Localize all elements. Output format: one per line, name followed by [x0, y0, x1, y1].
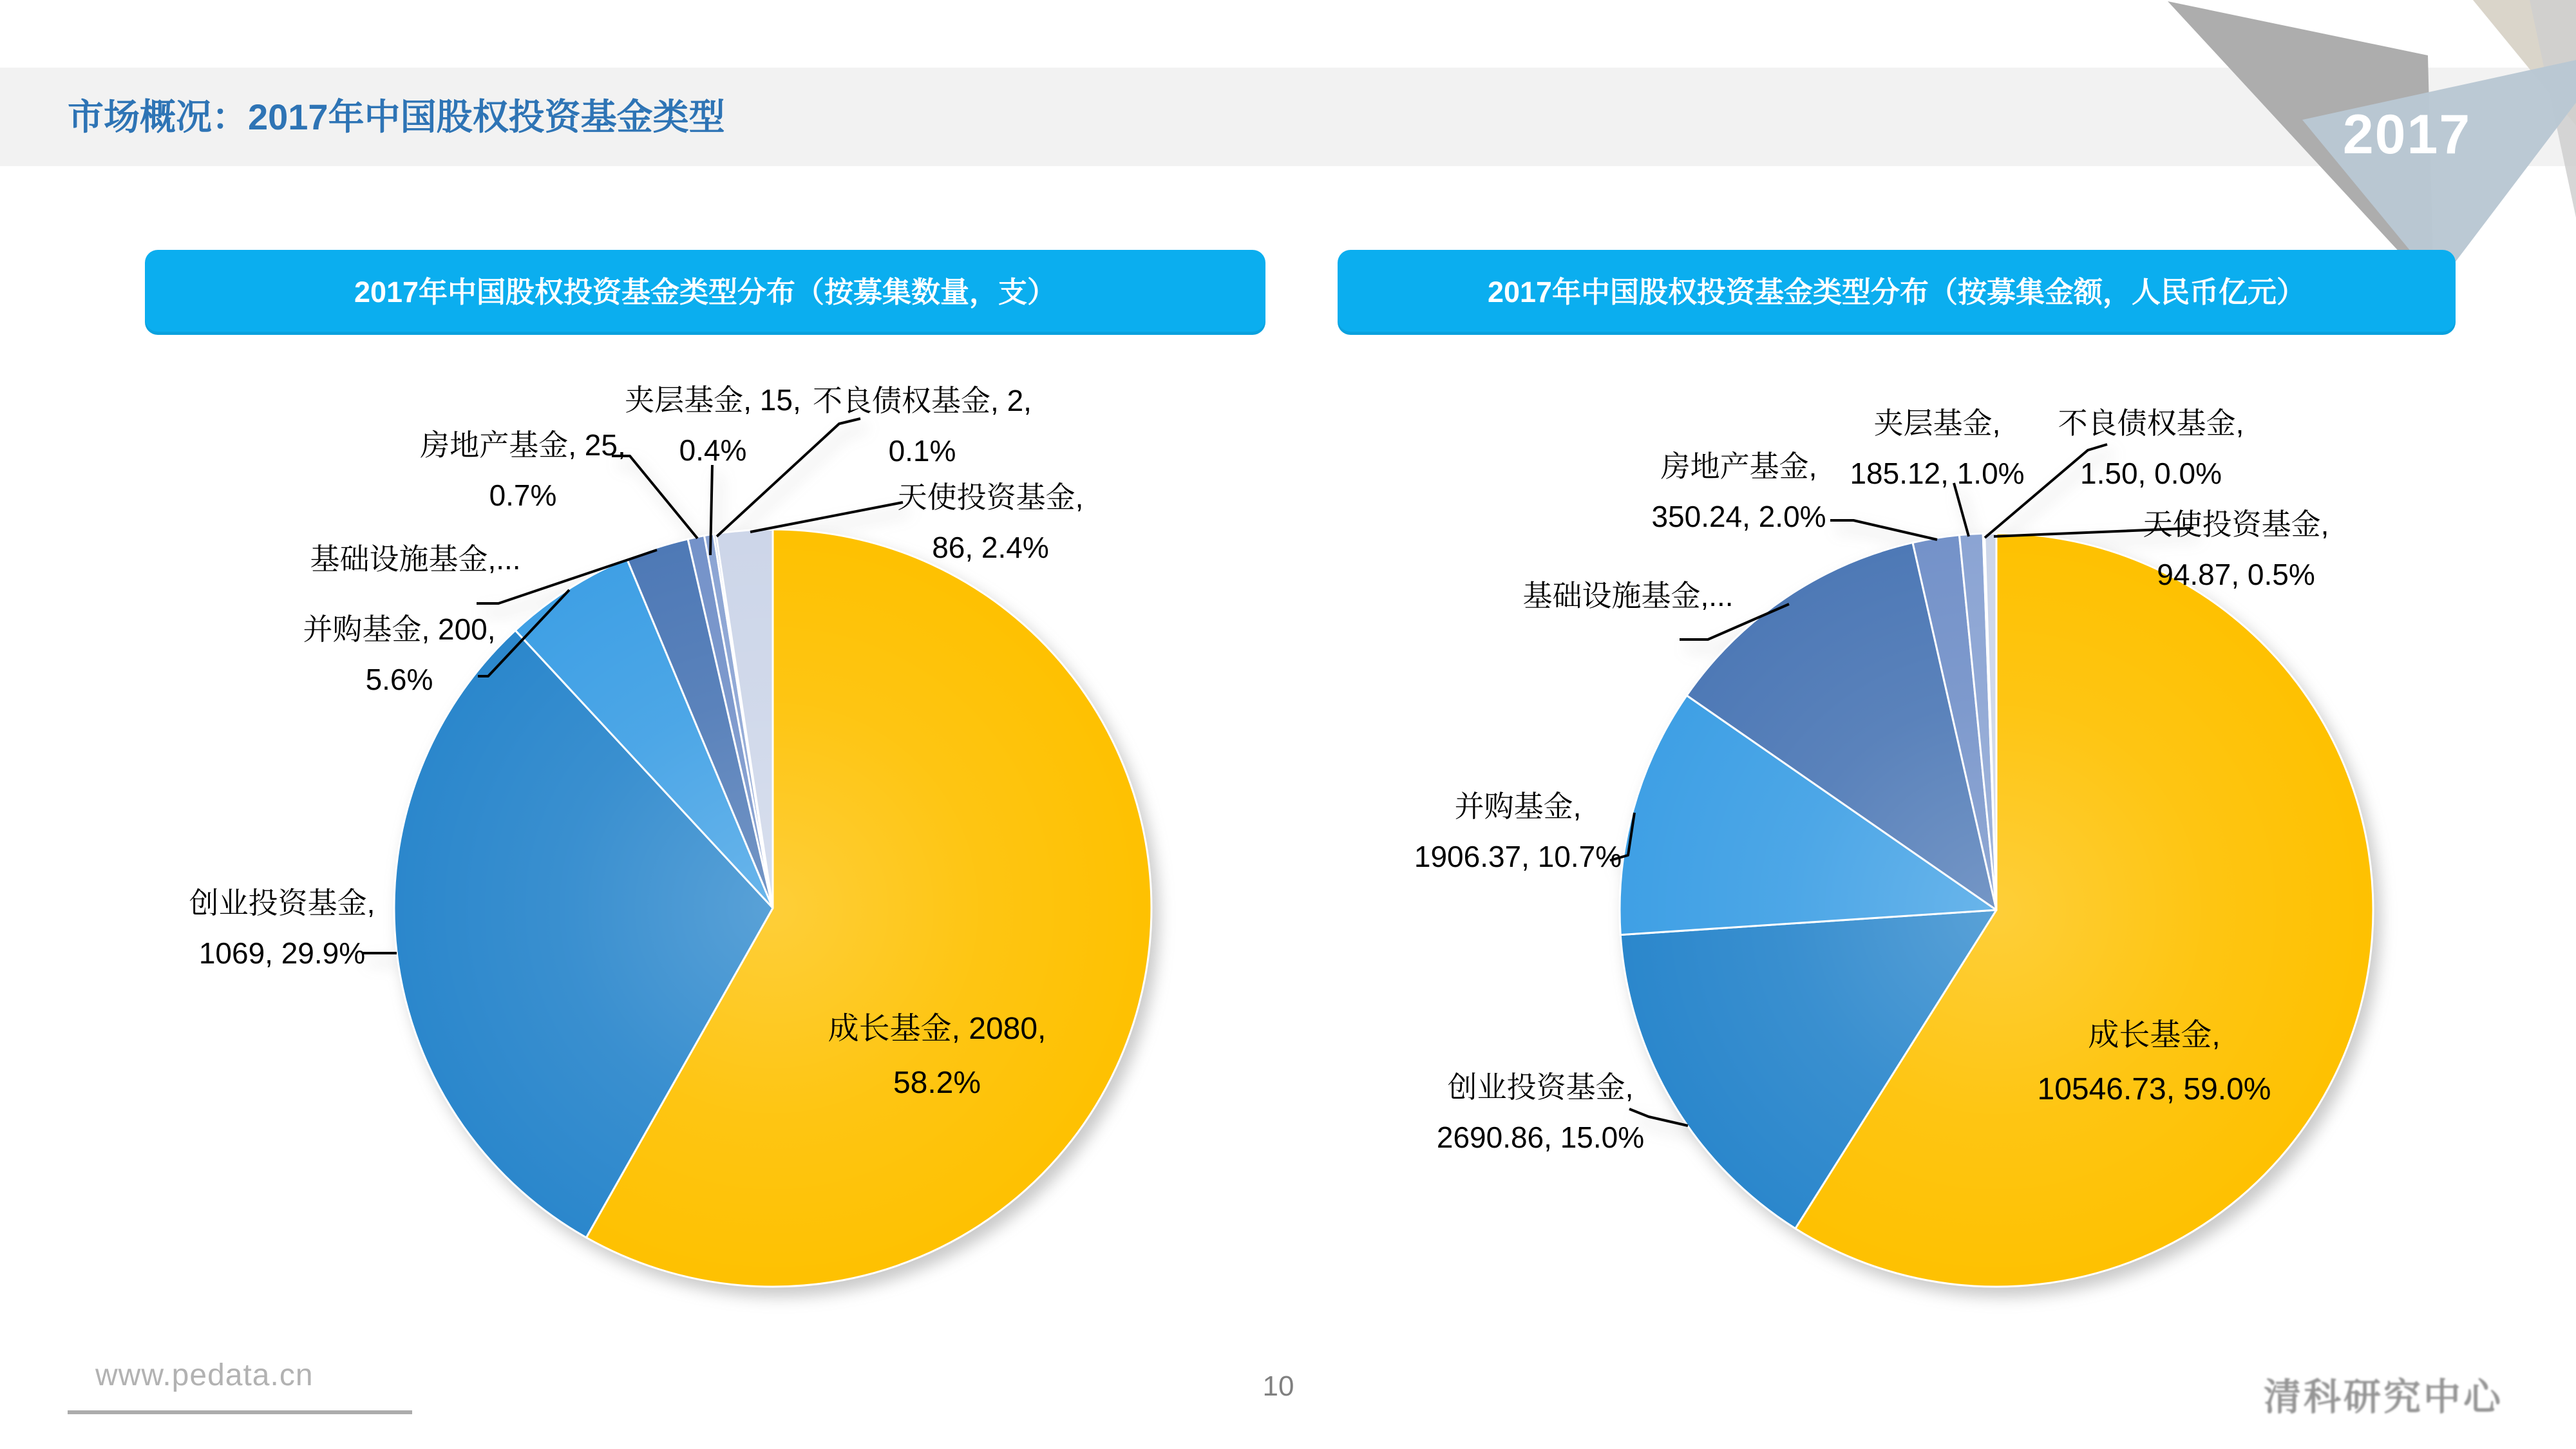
pie-label-line: 不良债权基金, 2,	[813, 384, 1032, 417]
pie-label-line: 1906.37, 10.7%	[1414, 840, 1622, 873]
pie-label-line: 10546.73, 59.0%	[2037, 1072, 2271, 1106]
pie-label-growth-fund	[2038, 1009, 2271, 1117]
pie-label-line: 夹层基金,	[1873, 406, 2001, 440]
leader-line-real-estate-fund	[1830, 520, 1937, 540]
pie-label-line: 基础设施基金,...	[1522, 579, 1734, 612]
pie-label-line: 2690.86, 15.0%	[1436, 1121, 1645, 1154]
pie-label-distressed-debt-fund	[2058, 398, 2244, 498]
pie-label-line: 350.24, 2.0%	[1651, 500, 1826, 533]
pie-label-venture-capital-fund	[1437, 1062, 1644, 1162]
pie-label-line: 天使投资基金,	[897, 480, 1084, 514]
pie-label-line: 创业投资基金,	[1447, 1070, 1634, 1104]
footer-website: www.pedata.cn	[95, 1358, 314, 1392]
pie-label-line: 并购基金, 200,	[303, 612, 496, 646]
pie-label-buyout-fund	[1414, 781, 1622, 882]
pie-label-line: 天使投资基金,	[2143, 507, 2329, 541]
pie-label-line: 5.6%	[365, 663, 433, 696]
pie-label-line: 1.50, 0.0%	[2080, 457, 2222, 490]
pie-label-line: 并购基金,	[1454, 790, 1582, 823]
footer-rule	[68, 1410, 412, 1414]
pie-label-line: 0.1%	[888, 434, 956, 468]
pie-label-line: 185.12, 1.0%	[1850, 457, 2025, 490]
pie-label-line: 1069, 29.9%	[198, 936, 366, 970]
pie-label-line: 0.4%	[679, 433, 747, 467]
pie-label-angel-fund	[2143, 499, 2329, 600]
pie-label-line: 房地产基金,	[1660, 450, 1817, 483]
pie-label-mezzanine-fund	[1850, 398, 2024, 498]
pie-label-line: 58.2%	[893, 1066, 981, 1100]
pie-label-line: 94.87, 0.5%	[2157, 558, 2315, 591]
pie-label-line: 不良债权基金,	[2058, 406, 2244, 440]
pie-label-line: 0.7%	[489, 478, 557, 512]
year-badge: 2017	[2342, 104, 2472, 166]
pie-label-real-estate-fund	[1651, 441, 1826, 542]
chart-title-by-count: 2017年中国股权投资基金类型分布（按募集数量，支）	[145, 250, 1265, 335]
pie-shine-overlay	[1620, 533, 2373, 1287]
pie-label-line: 86, 2.4%	[932, 531, 1049, 564]
pie-label-line: 成长基金,	[2088, 1018, 2221, 1052]
pie-label-line: 基础设施基金,...	[310, 542, 521, 576]
page-title: 市场概况：2017年中国股权投资基金类型	[68, 97, 725, 137]
pie-label-line: 成长基金, 2080,	[828, 1012, 1046, 1046]
pie-label-line: 创业投资基金,	[189, 886, 375, 920]
page-number: 10	[1262, 1370, 1294, 1402]
pie-label-line: 夹层基金, 15,	[625, 383, 801, 417]
brand-watermark: 清科研究中心	[2264, 1376, 2504, 1418]
chart-title-by-amount: 2017年中国股权投资基金类型分布（按募集金额，人民币亿元）	[1338, 250, 2456, 335]
pie-label-infrastructure-fund	[1522, 571, 1733, 621]
pie-label-line: 房地产基金, 25,	[420, 428, 626, 462]
